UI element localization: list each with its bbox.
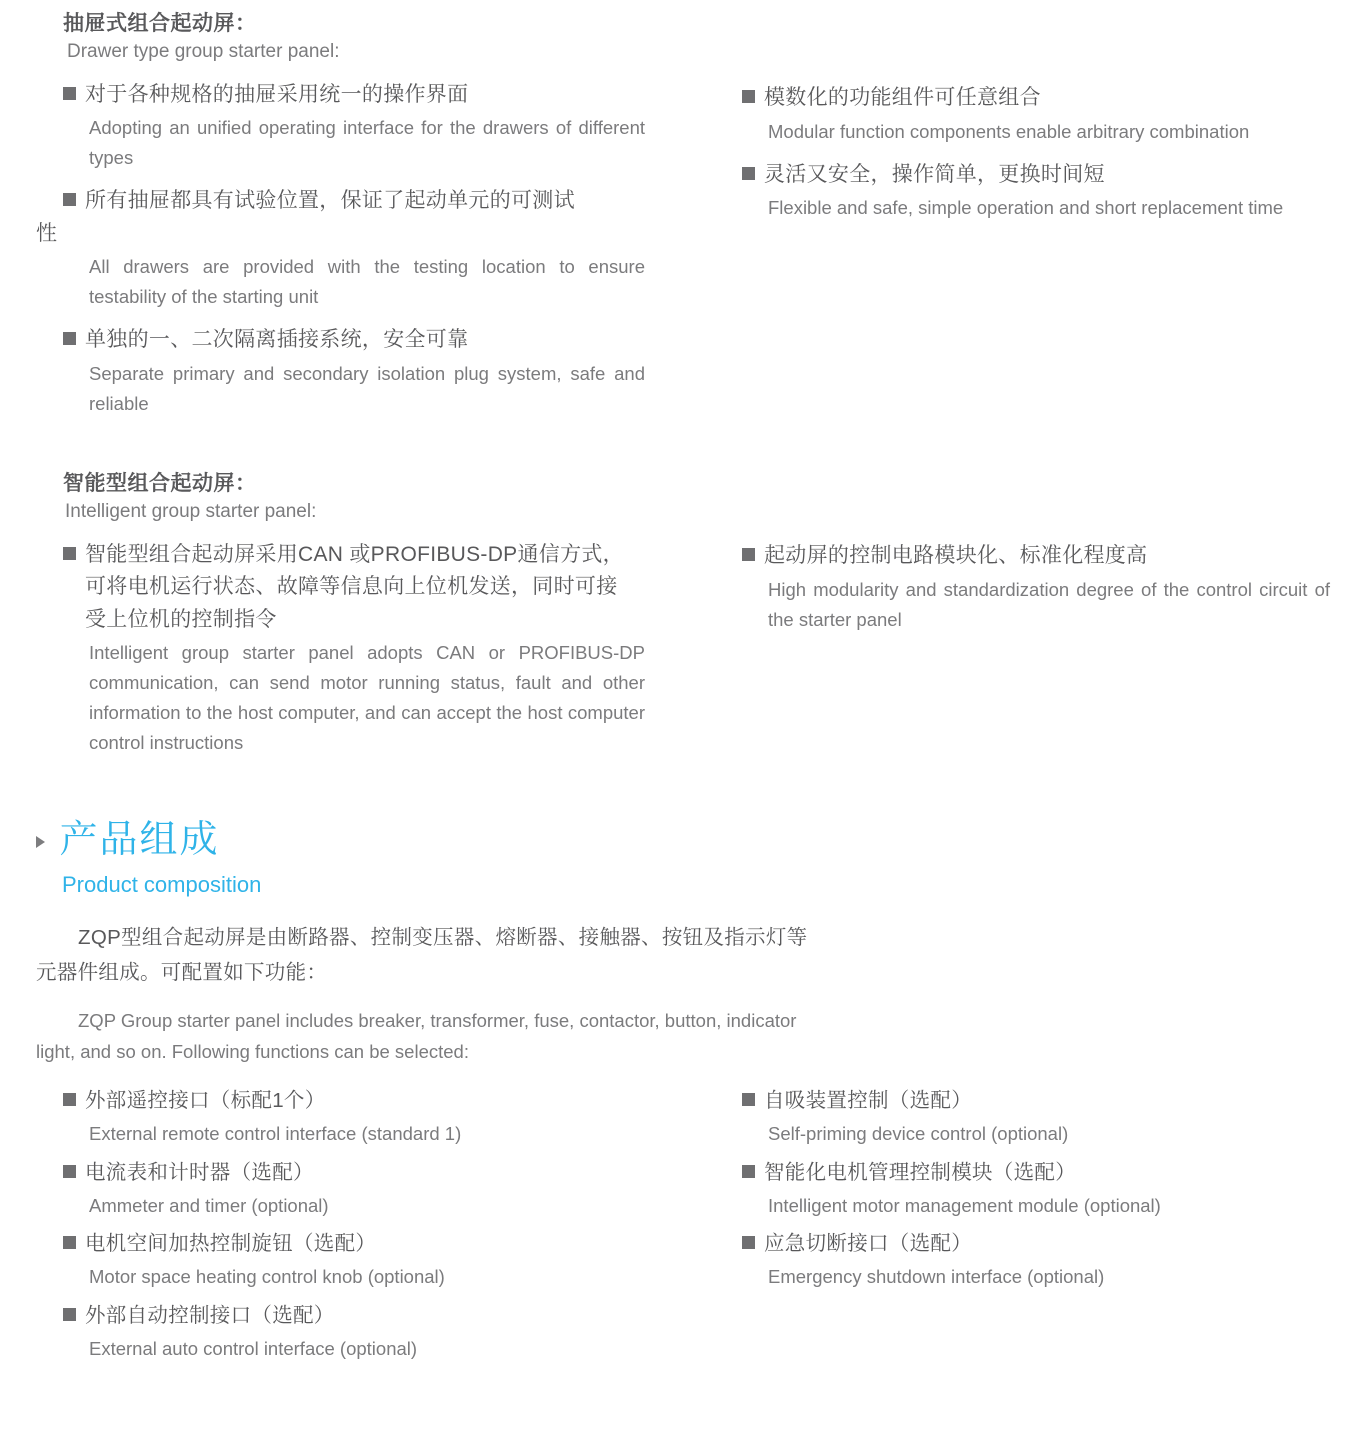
square-bullet-icon xyxy=(63,87,76,100)
list-item xyxy=(742,1085,1322,1149)
list-item-label-cn: 所有抽屉都具有试验位置，保证了起动单元的可测试 xyxy=(85,189,575,213)
intro-paragraphs xyxy=(36,920,926,1067)
drawer-panel-title-cn: 抽屉式组合起动屏： Drawer type group starter panel: xyxy=(63,10,643,67)
list-item xyxy=(63,79,643,112)
list-item-label-en: Ammeter and timer (optional) xyxy=(89,1194,329,1216)
list-item-label-cn-wrap: 性 xyxy=(36,221,58,245)
list-item xyxy=(742,540,1322,573)
composition-left-column xyxy=(63,1085,643,1372)
square-bullet-icon xyxy=(63,1236,76,1249)
square-bullet-icon xyxy=(742,90,755,103)
list-item-label-cn: 自吸装置控制（选配） xyxy=(764,1089,972,1112)
list-item xyxy=(742,1157,1322,1221)
list-item xyxy=(742,159,1322,192)
list-item-label-en: All drawers are provided with the testing location to ensure testability of the starting unit xyxy=(89,256,645,308)
list-item-label-cn: 电机空间加热控制旋钮（选配） xyxy=(85,1232,377,1256)
list-item-label-cn: 起动屏的控制电路模块化、标准化程度高 xyxy=(764,544,1148,567)
intelligent-panel-right-column xyxy=(742,540,1330,634)
list-item-label-en: Intelligent motor management module (optional) xyxy=(768,1194,1161,1216)
list-item-label-en: Emergency shutdown interface (optional) xyxy=(768,1266,1105,1288)
list-item-label-cn: 智能型组合起动屏采用CAN 或PROFIBUS-DP通信方式，可将电机运行状态、故障等信息向上位机发送，同时可接受上位机的控制指令 xyxy=(85,542,624,631)
square-bullet-icon xyxy=(63,547,76,560)
list-item-label-cn: 灵活又安全，操作简单，更换时间短 xyxy=(764,162,1105,186)
list-item-label-en: Self-priming device control (optional) xyxy=(768,1122,1069,1144)
list-item-label-cn: 对于各种规格的抽屉采用统一的操作界面 xyxy=(85,82,469,106)
intro-cn-line2: 元器件组成。可配置如下功能： xyxy=(36,961,328,985)
list-item-label-en: Modular function components enable arbitrary combination xyxy=(768,120,1250,142)
list-item-label-cn: 单独的一、二次隔离插接系统，安全可靠 xyxy=(85,328,469,352)
list-item-label-cn: 模数化的功能组件可任意组合 xyxy=(764,86,1041,109)
square-bullet-icon xyxy=(742,1165,755,1178)
square-bullet-icon xyxy=(742,167,755,180)
square-bullet-icon xyxy=(63,332,76,345)
list-item xyxy=(742,1228,1322,1292)
intelligent-panel-title-cn: 智能型组合起动屏： xyxy=(63,472,257,495)
list-item-label-en: Motor space heating control knob (optional) xyxy=(89,1266,445,1288)
square-bullet-icon xyxy=(63,1308,76,1321)
list-item-label-en: High modularity and standardization degree of the control circuit of the starter panel xyxy=(768,578,1330,630)
list-item-label-cn: 电流表和计时器（选配） xyxy=(85,1160,314,1184)
list-item-label-en: External auto control interface (optional) xyxy=(89,1337,418,1359)
page-subtitle: Product composition xyxy=(62,871,262,897)
intelligent-panel-left-column xyxy=(63,470,643,758)
composition-right-column xyxy=(742,1085,1322,1300)
square-bullet-icon xyxy=(63,1165,76,1178)
list-item-label-cn: 应急切断接口（选配） xyxy=(764,1232,972,1256)
page-title: 产品组成 xyxy=(59,819,220,861)
list-item-label-en: Intelligent group starter panel adopts CAN or PROFIBUS-DP communication, can send motor running status, fault and other information to the host computer, and can accept the host computer control instructions xyxy=(89,642,645,754)
list-item xyxy=(63,1157,643,1221)
drawer-panel-right-column xyxy=(742,82,1322,223)
list-item-label-en: Separate primary and secondary isolation plug system, safe and reliable xyxy=(89,362,645,414)
square-bullet-icon xyxy=(63,193,76,206)
list-item xyxy=(63,539,643,637)
square-bullet-icon xyxy=(63,1093,76,1106)
list-item xyxy=(63,324,643,357)
list-item-label-en: External remote control interface (standard 1) xyxy=(89,1122,462,1144)
list-item xyxy=(742,82,1322,115)
list-item xyxy=(63,1228,643,1292)
list-item-label-cn: 外部遥控接口（标配1个） xyxy=(85,1089,326,1112)
list-item-label-cn: 外部自动控制接口（选配） xyxy=(85,1304,335,1328)
square-bullet-icon xyxy=(742,548,755,561)
intro-en-line1: ZQP Group starter panel includes breaker, transformer, fuse, contactor, button, indicator xyxy=(78,1009,797,1031)
list-item xyxy=(63,1300,643,1364)
intro-cn-line1: ZQP型组合起动屏是由断路器、控制变压器、熔断器、接触器、按钮及指示灯等 xyxy=(78,926,808,949)
list-item xyxy=(63,185,643,218)
square-bullet-icon xyxy=(742,1236,755,1249)
list-item xyxy=(63,1085,643,1149)
list-item-label-cn: 智能化电机管理控制模块（选配） xyxy=(764,1160,1076,1184)
intelligent-panel-title-en: Intelligent group starter panel: xyxy=(65,501,317,523)
intro-en-line2: light, and so on. Following functions can be selected: xyxy=(36,1040,469,1062)
triangle-right-icon xyxy=(36,836,45,848)
drawer-panel-left-column xyxy=(36,10,645,419)
square-bullet-icon xyxy=(742,1093,755,1106)
list-item-label-en: Adopting an unified operating interface for the drawers of different types xyxy=(89,117,645,169)
list-item-label-en: Flexible and safe, simple operation and short replacement time xyxy=(768,197,1284,219)
drawer-panel-title-en: Drawer type group starter panel: xyxy=(67,41,340,63)
section-heading xyxy=(36,820,736,898)
